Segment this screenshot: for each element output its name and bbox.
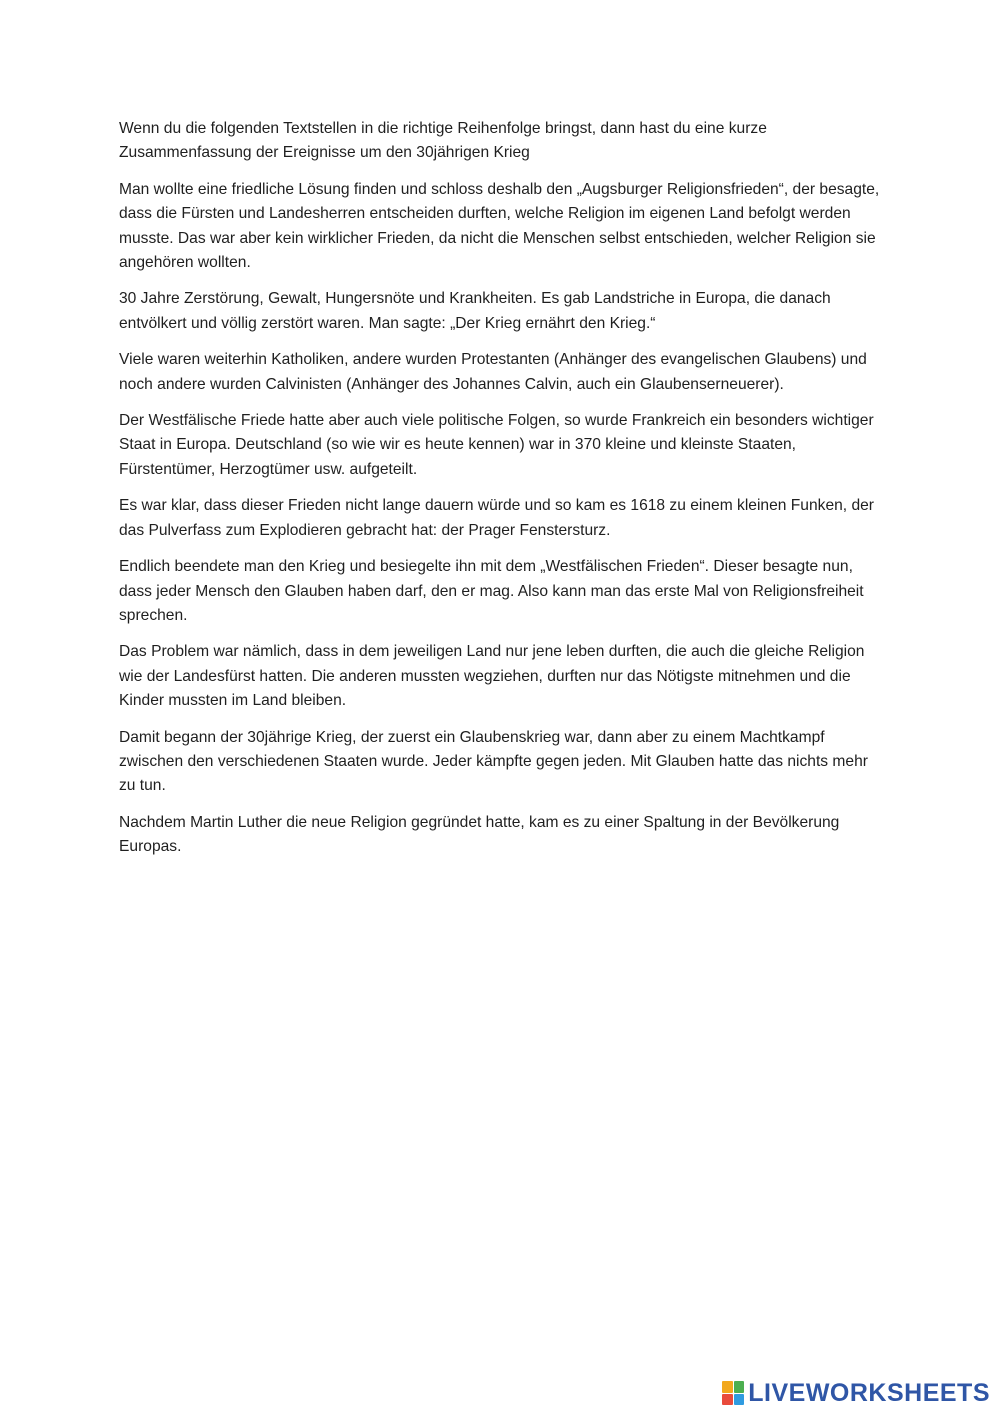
- liveworksheets-logo: [722, 1379, 990, 1407]
- text-passage: Damit begann der 30jährige Krieg, der zuerst ein Glaubenskrieg war, dann aber zu einem Machtkampf zwischen den verschiedenen Staaten wurde. Jeder kämpfte gegen jeden. Mit Glauben hatte das nichts mehr zu tun.: [119, 728, 868, 795]
- text-passage: Es war klar, dass dieser Frieden nicht lange dauern würde und so kam es 1618 zu einem kleinen Funken, der das Pulverfass zum Explodieren gebracht hat: der Prager Fenstersturz.: [119, 497, 874, 539]
- intro-paragraph: Wenn du die folgenden Textstellen in die richtige Reihenfolge bringst, dann hast du eine kurze Zusammenfassung der Ereignisse um den 30jährigen Krieg: [119, 120, 767, 162]
- liveworksheets-logo-icon: [722, 1381, 744, 1405]
- text-passage: Viele waren weiterhin Katholiken, andere wurden Protestanten (Anhänger des evangelischen Glaubens) und noch andere wurden Calvinisten (Anhänger des Johannes Calvin, auch ein Glaubenserneuerer).: [119, 351, 867, 393]
- text-passage: Endlich beendete man den Krieg und besiegelte ihn mit dem „Westfälischen Frieden“. Dieser besagte nun, dass jeder Mensch den Glauben haben darf, den er mag. Also kann man das erste Mal von Religionsfreiheit sprechen.: [119, 558, 864, 624]
- text-passage: Man wollte eine friedliche Lösung finden und schloss deshalb den „Augsburger Religionsfrieden“, der besagte, dass die Fürsten und Landesherren entscheiden durften, welche Religion im eigenen Land befolgt werden musste. Das war aber kein wirklicher Frieden, da nicht die Menschen selbst entschieden, welcher Religion sie angehören wollten.: [119, 180, 880, 272]
- text-passage: 30 Jahre Zerstörung, Gewalt, Hungersnöte und Krankheiten. Es gab Landstriche in Europa, die danach entvölkert und völlig zerstört waren. Man sagte: „Der Krieg ernährt den Krieg.“: [119, 290, 831, 332]
- logo-text: LIVEWORKSHEETS: [748, 1378, 990, 1407]
- text-passage: Das Problem war nämlich, dass in dem jeweiligen Land nur jene leben durften, die auch die gleiche Religion wie der Landesfürst hatten. Die anderen mussten wegziehen, durften nur das Nötigste mitnehmen und die Kinder mussten im Land bleiben.: [119, 643, 865, 710]
- text-passage: Der Westfälische Friede hatte aber auch viele politische Folgen, so wurde Frankreich ein besonders wichtiger Staat in Europa. Deutschland (so wie wir es heute kennen) war in 370 kleine und kleinste Staaten, Fürstentümer, Herzogtümer usw. aufgeteilt.: [119, 412, 874, 478]
- worksheet-page: [119, 117, 884, 872]
- text-passage: Nachdem Martin Luther die neue Religion gegründet hatte, kam es zu einer Spaltung in der Bevölkerung Europas.: [119, 813, 840, 856]
